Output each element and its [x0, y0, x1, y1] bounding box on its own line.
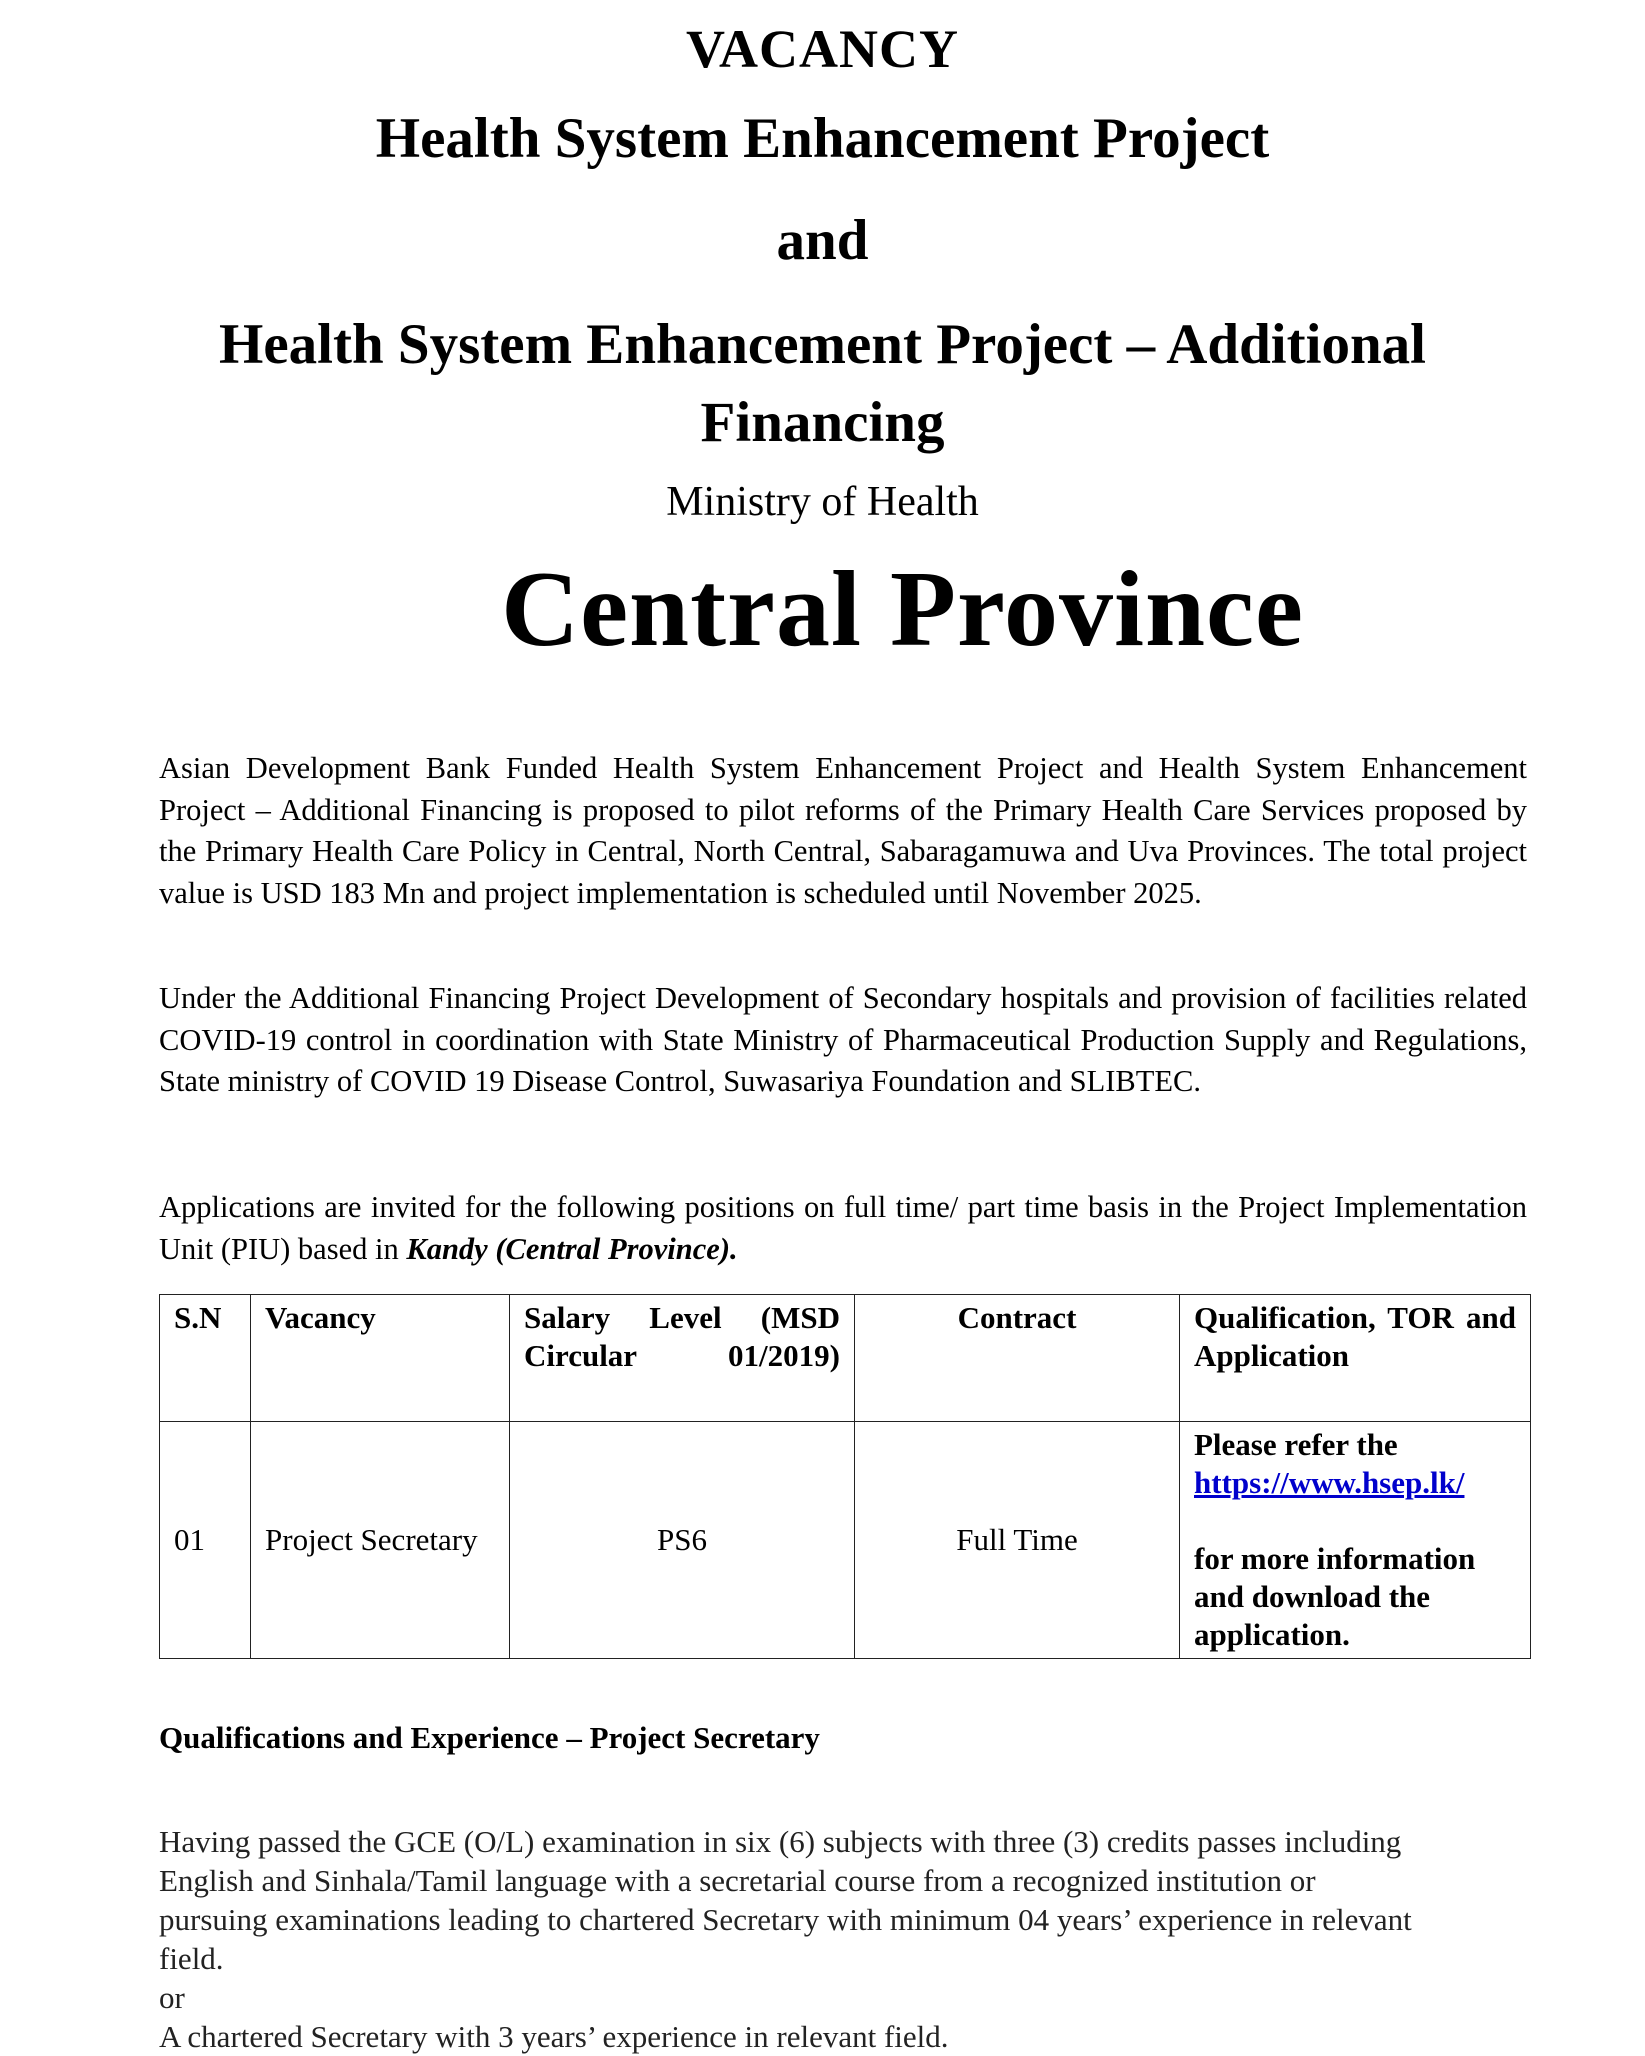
qualifications-body — [159, 1822, 1559, 2056]
vacancy-table — [159, 1294, 1531, 1659]
cell-salary: PS6 — [510, 1422, 855, 1659]
header-sn: S.N — [160, 1295, 251, 1422]
table-row — [160, 1422, 1531, 1659]
header-salary: Salary Level (MSD Circular 01/2019) — [510, 1295, 855, 1422]
qualification-line: Having passed the GCE (O/L) examination in six (6) subjects with three (3) credits passes including — [159, 1824, 1402, 1859]
project-name: Health System Enhancement Project — [375, 107, 1270, 170]
province-title: Central Province — [501, 550, 1304, 669]
applications-text: Applications are invited for the following positions on full time/ part time basis in the Project Implementation Unit (PIU) based in — [159, 1190, 1527, 1266]
hsep-link[interactable]: https://www.hsep.lk/ — [1194, 1465, 1465, 1500]
cell-contract: Full Time — [855, 1422, 1180, 1659]
applications-paragraph — [159, 1187, 1527, 1270]
notice-title: VACANCY — [685, 19, 960, 79]
additional-financing-paragraph: Under the Additional Financing Project Development of Secondary hospitals and provision of facilities related COVID-19 control in coordination with State Ministry of Pharmaceutical Production Supply and Regulations, State ministry of COVID 19 Disease Control, Suwasariya Foundation and SLIBTEC. — [159, 981, 1527, 1098]
intro-paragraph: Asian Development Bank Funded Health System Enhancement Project and Health System Enhancement Project – Additional Financing is proposed to pilot reforms of the Primary Health Care Services proposed by the Primary Health Care Policy in Central, North Central, Sabaragamuwa and Uva Provinces. The total project value is USD 183 Mn and project implementation is scheduled until November 2025. — [159, 751, 1527, 910]
qualification-line: field. — [159, 1941, 224, 1976]
header-vacancy: Vacancy — [251, 1295, 510, 1422]
location-text: Kandy (Central Province). — [406, 1231, 738, 1266]
qualification-line: pursuing examinations leading to chartered Secretary with minimum 04 years’ experience in relevant — [159, 1902, 1412, 1937]
ministry-name: Ministry of Health — [666, 479, 979, 525]
qualification-line: English and Sinhala/Tamil language with a secretarial course from a recognized institution or — [159, 1863, 1316, 1898]
or-text: or — [159, 1980, 185, 2015]
header-contract: Contract — [855, 1295, 1180, 1422]
table-header-row — [160, 1295, 1531, 1422]
more-info-text: for more information and download the application. — [1194, 1541, 1476, 1652]
header-qualification: Qualification, TOR and Application — [1180, 1295, 1531, 1422]
cell-qualification — [1180, 1422, 1531, 1659]
qualifications-heading: Qualifications and Experience – Project Secretary — [159, 1720, 820, 1755]
project-addl-name — [0, 306, 1645, 462]
cell-vacancy: Project Secretary — [251, 1422, 510, 1659]
qualification-line: A chartered Secretary with 3 years’ experience in relevant field. — [159, 2019, 949, 2054]
refer-text: Please refer the — [1194, 1427, 1398, 1462]
project-addl-line2: Financing — [700, 391, 945, 454]
project-addl-line1: Health System Enhancement Project – Additional — [219, 313, 1426, 376]
cell-sn: 01 — [160, 1422, 251, 1659]
and-connector: and — [776, 209, 869, 272]
